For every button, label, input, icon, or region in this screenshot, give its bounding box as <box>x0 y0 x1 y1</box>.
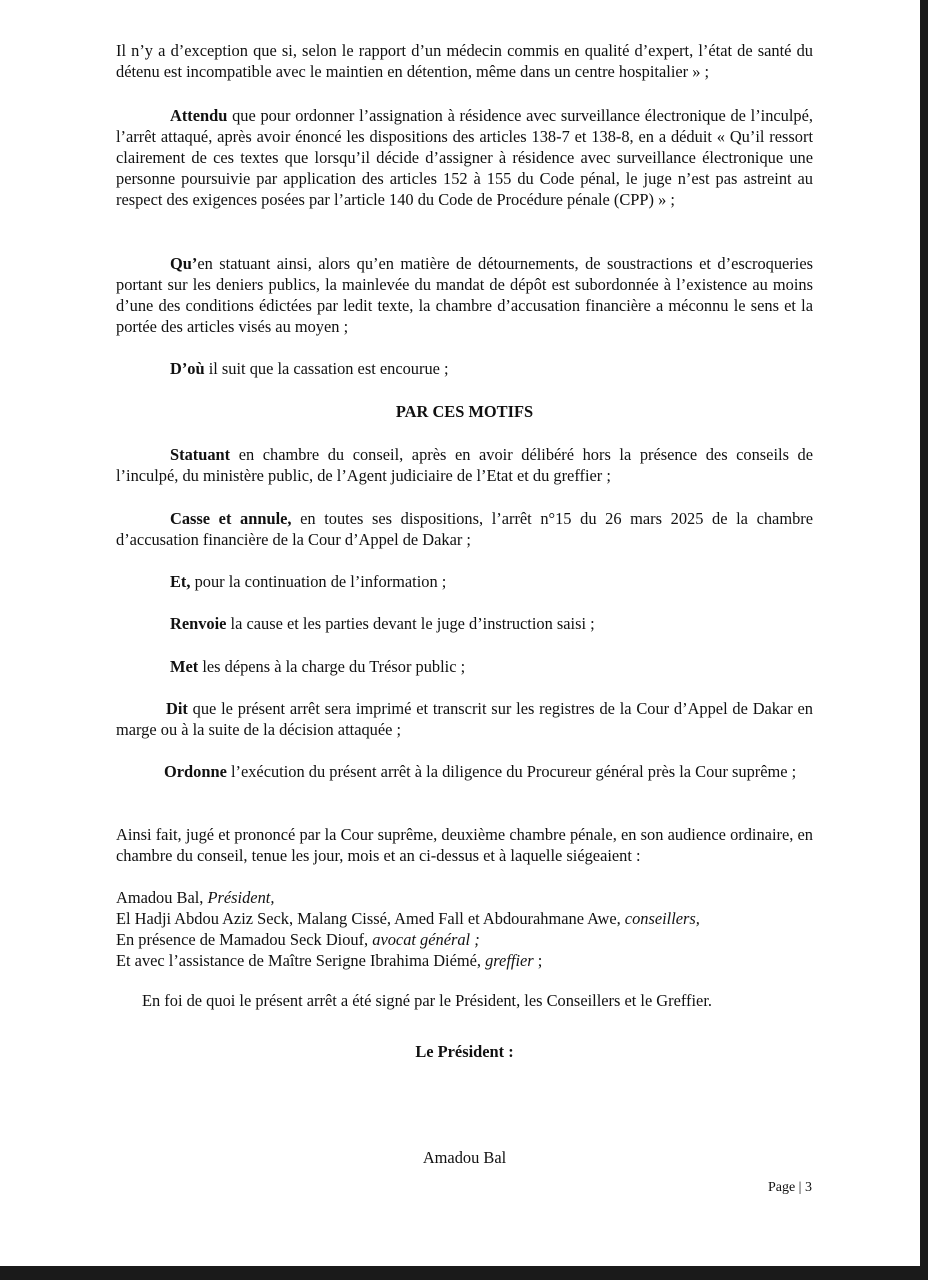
member-name: Et avec l’assistance de Maître Serigne Ibrahima Diémé, <box>116 951 486 970</box>
paragraph-ordonne <box>116 761 813 782</box>
paragraph-attendu <box>116 105 813 210</box>
paragraph-renvoie <box>116 613 813 634</box>
paragraph-text: la cause et les parties devant le juge d’instruction saisi ; <box>226 614 595 633</box>
paragraph-text: il suit que la cassation est encourue ; <box>204 359 449 378</box>
member-role: greffier <box>485 951 534 970</box>
section-heading: PAR CES MOTIFS <box>395 402 534 421</box>
member-role: conseillers, <box>624 909 700 928</box>
paragraph-text: en statuant ainsi, alors qu’en matière de détournements, de soustractions et d’escroqueries portant sur les deniers publics, la mainlevée du mandat de dépôt est subordonnée à l’existence au moins d’une des conditions édictées par ledit texte, la chambre d’accusation financière a méconnu le sens et la portée des articles visés au moyen ; <box>116 254 813 336</box>
composition-avocat-general <box>116 929 813 950</box>
paragraph-text: en toutes ses dispositions, l’arrêt n°15 du 26 mars 2025 de la chambre d’accusation financière de la Cour d’Appel de Dakar ; <box>116 509 813 549</box>
paragraph-et <box>116 571 813 592</box>
paragraph-casse <box>116 508 813 550</box>
paragraph-text: Il n’y a d’exception que si, selon le rapport d’un médecin commis en qualité d’expert, l’état de santé du détenu est incompatible avec le maintien en détention, même dans un centre hospitalier » ; <box>116 41 813 81</box>
paragraph-text: Ainsi fait, jugé et prononcé par la Cour suprême, deuxième chambre pénale, en son audience ordinaire, en chambre du conseil, tenue les jour, mois et an ci-dessus et à laquelle siégeaient : <box>116 825 813 865</box>
paragraph-text: en chambre du conseil, après en avoir délibéré hors la présence des conseils de l’inculpé, du ministère public, de l’Agent judiciaire de l’Etat et du greffier ; <box>116 445 813 485</box>
paragraph-d-ou <box>116 358 813 379</box>
paragraph-lead: Statuant <box>170 445 231 464</box>
paragraph-lead: D’où <box>170 359 205 378</box>
paragraph-text: l’exécution du présent arrêt à la diligence du Procureur général près la Cour suprême ; <box>226 762 797 781</box>
member-end: ; <box>533 951 543 970</box>
member-role: Président, <box>207 888 275 907</box>
paragraph-text: les dépens à la charge du Trésor public ; <box>198 657 466 676</box>
paragraph-dit <box>116 698 813 740</box>
paragraph-text: pour la continuation de l’information ; <box>190 572 447 591</box>
paragraph-text: que le présent arrêt sera imprimé et transcrit sur les registres de la Cour d’Appel de Dakar en marge ou à la suite de la décision attaquée ; <box>116 699 813 739</box>
paragraph-qu-en-statuant <box>116 253 813 337</box>
paragraph-text: que pour ordonner l’assignation à résidence avec surveillance électronique de l’inculpé, l’arrêt attaqué, après avoir énoncé les dispositions des articles 138-7 et 138-8, en a déduit « Qu’il ressort clairement de ces textes que lorsqu’il décide d’assigner à résidence avec surveillance électronique une personne poursuivie par application des articles 152 à 155 du Code pénal, le juge n’est pas astreint au respect des exigences posées par l’article 140 du Code de Procédure pénale (CPP) » ; <box>116 106 813 209</box>
member-role: avocat général ; <box>372 930 480 949</box>
page-number: Page | 3 <box>767 1180 812 1195</box>
composition-president <box>116 887 813 908</box>
paragraph-lead: Attendu <box>170 106 228 125</box>
signature-title: Le Président : <box>415 1042 514 1061</box>
composition-greffier <box>116 950 813 971</box>
paragraph-text: En foi de quoi le présent arrêt a été signé par le Président, les Conseillers et le Greffier. <box>142 991 712 1010</box>
paragraph-en-foi <box>142 990 822 1011</box>
member-name: Amadou Bal, <box>116 888 208 907</box>
composition-conseillers <box>116 908 813 929</box>
paragraph-lead: Renvoie <box>170 614 227 633</box>
paragraph-met <box>116 656 813 677</box>
paragraph-lead: Ordonne <box>164 762 227 781</box>
paragraph-exception <box>116 40 813 82</box>
paragraph-lead: Et, <box>170 572 191 591</box>
paragraph-ainsi-fait <box>116 824 813 866</box>
paragraph-lead: Qu’ <box>170 254 198 273</box>
paragraph-lead: Met <box>170 657 199 676</box>
paragraph-statuant <box>116 444 813 486</box>
paragraph-lead: Dit <box>166 699 188 718</box>
member-name: En présence de Mamadou Seck Diouf, <box>116 930 373 949</box>
composition-list <box>116 887 813 971</box>
paragraph-lead: Casse et annule, <box>170 509 292 528</box>
signature-name: Amadou Bal <box>422 1148 507 1167</box>
member-name: El Hadji Abdou Aziz Seck, Malang Cissé, Amed Fall et Abdourahmane Awe, <box>116 909 625 928</box>
